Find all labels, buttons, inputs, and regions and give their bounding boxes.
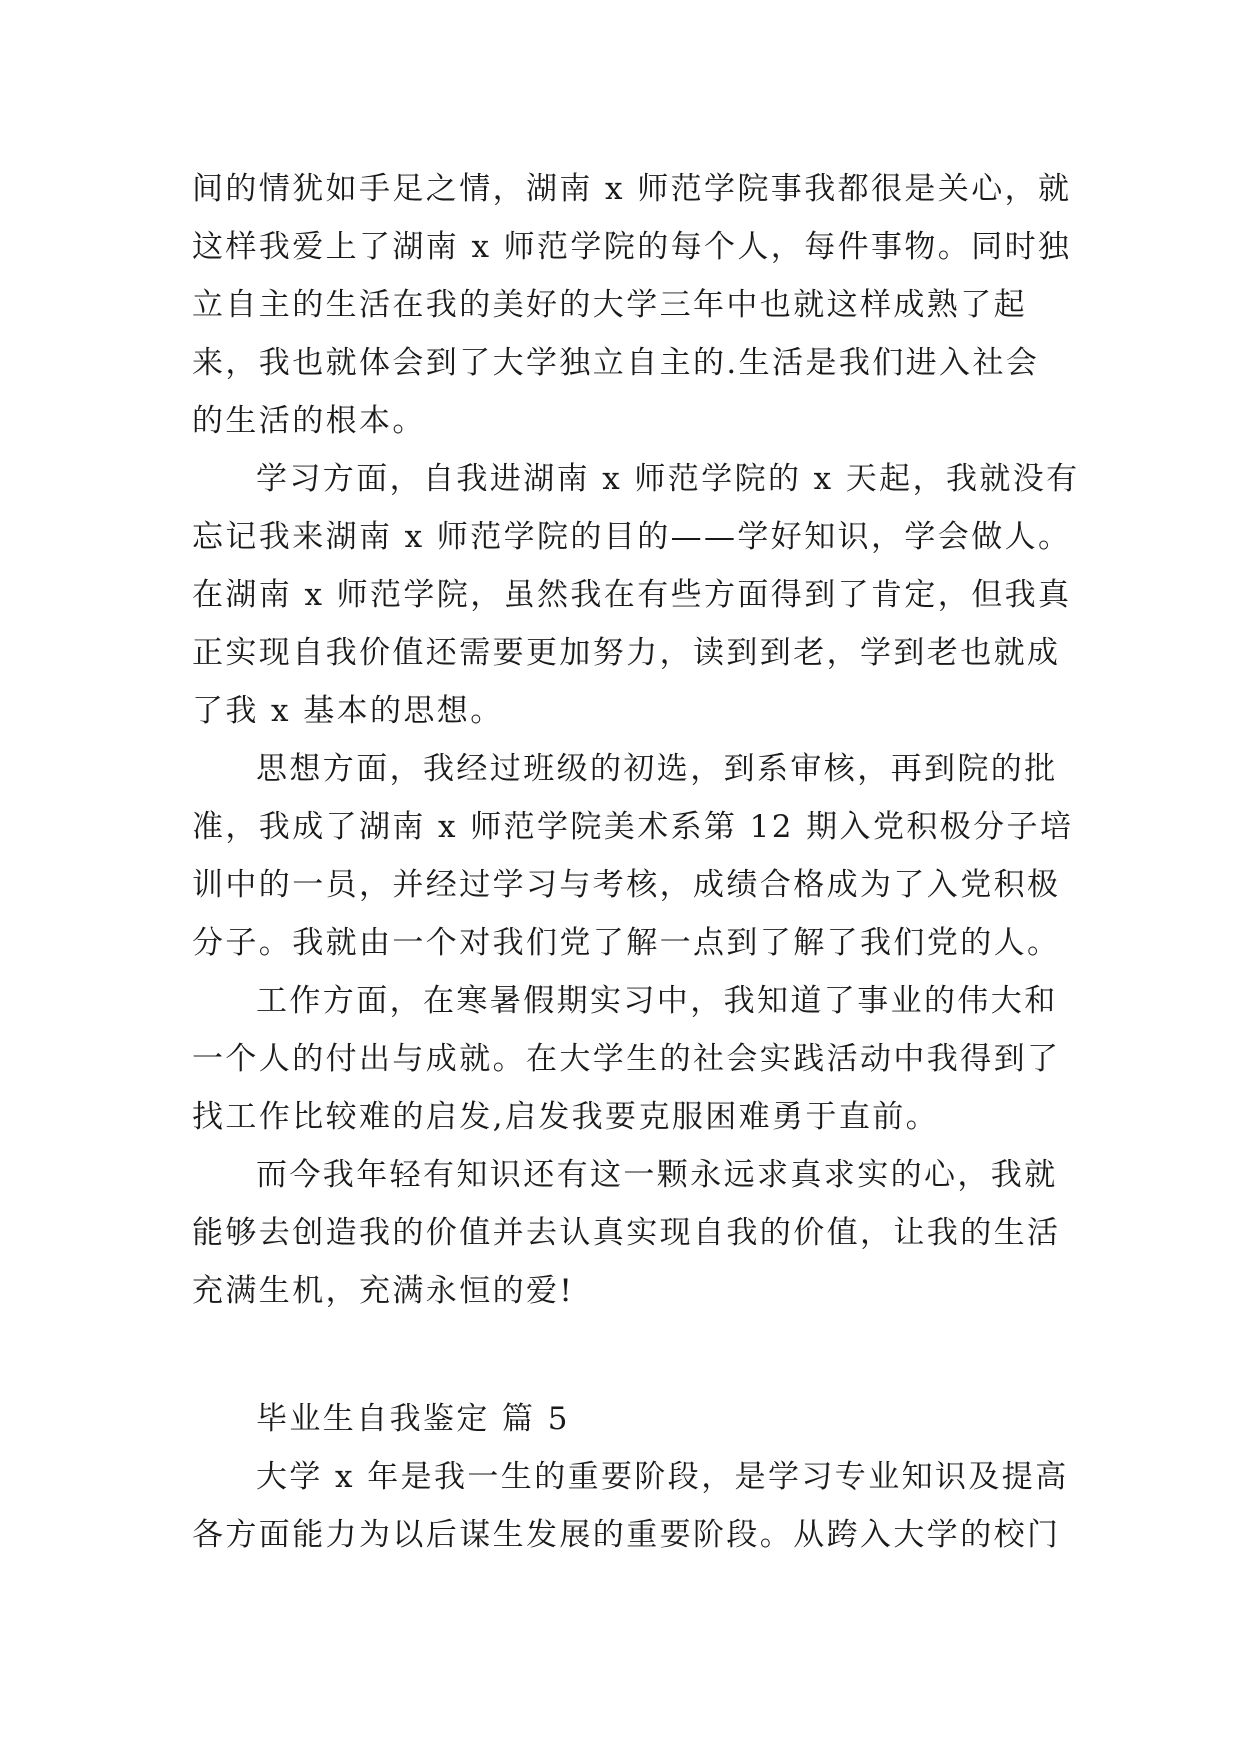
paragraph-closing bbox=[192, 1146, 1061, 1320]
text-line: 思想方面，我经过班级的初选，到系审核，再到院的批 bbox=[256, 751, 1058, 787]
section-gap bbox=[192, 1320, 1052, 1390]
text-line: 正实现自我价值还需要更加努力，读到到老，学到老也就成 bbox=[192, 635, 1061, 671]
text-line: 了我 x 基本的思想。 bbox=[192, 693, 504, 729]
text-line: 而今我年轻有知识还有这一颗永远求真求实的心，我就 bbox=[256, 1157, 1058, 1193]
text-line: 训中的一员，并经过学习与考核，成绩合格成为了入党积极 bbox=[192, 867, 1061, 903]
text-line: 工作方面，在寒暑假期实习中，我知道了事业的伟大和 bbox=[256, 983, 1058, 1019]
text-line: 间的情犹如手足之情，湖南 x 师范学院事我都很是关心，就 bbox=[192, 171, 1072, 207]
text-line: 各方面能力为以后谋生发展的重要阶段。从跨入大学的校门 bbox=[192, 1517, 1061, 1553]
paragraph-continuation bbox=[192, 160, 1072, 450]
text-line: 的生活的根本。 bbox=[192, 403, 426, 439]
paragraph-section5 bbox=[192, 1448, 1069, 1564]
section-heading: 毕业生自我鉴定 篇 5 bbox=[256, 1401, 570, 1437]
text-line: 能够去创造我的价值并去认真实现自我的价值，让我的生活 bbox=[192, 1215, 1061, 1251]
paragraph-work bbox=[192, 972, 1061, 1146]
text-line: 充满生机，充满永恒的爱! bbox=[192, 1273, 575, 1309]
text-line: 这样我爱上了湖南 x 师范学院的每个人，每件事物。同时独 bbox=[192, 229, 1072, 265]
document-page bbox=[192, 160, 1080, 1564]
text-line: 立自主的生活在我的美好的大学三年中也就这样成熟了起 bbox=[192, 287, 1027, 323]
text-line: 分子。我就由一个对我们党了解一点到了解了我们党的人。 bbox=[192, 925, 1061, 961]
text-line: 学习方面，自我进湖南 x 师范学院的 x 天起，我就没有 bbox=[256, 461, 1080, 497]
paragraph-study bbox=[192, 450, 1080, 740]
text-line: 来，我也就体会到了大学独立自主的.生活是我们进入社会 bbox=[192, 345, 1040, 381]
text-line: 一个人的付出与成就。在大学生的社会实践活动中我得到了 bbox=[192, 1041, 1061, 1077]
text-line: 大学 x 年是我一生的重要阶段，是学习专业知识及提高 bbox=[256, 1459, 1069, 1495]
text-line: 忘记我来湖南 x 师范学院的目的——学好知识，学会做人。 bbox=[192, 519, 1072, 555]
text-line: 找工作比较难的启发,启发我要克服困难勇于直前。 bbox=[192, 1099, 940, 1135]
text-line: 在湖南 x 师范学院，虽然我在有些方面得到了肯定，但我真 bbox=[192, 577, 1072, 613]
paragraph-thought bbox=[192, 740, 1074, 972]
text-line: 准，我成了湖南 x 师范学院美术系第 12 期入党积极分子培 bbox=[192, 809, 1074, 845]
